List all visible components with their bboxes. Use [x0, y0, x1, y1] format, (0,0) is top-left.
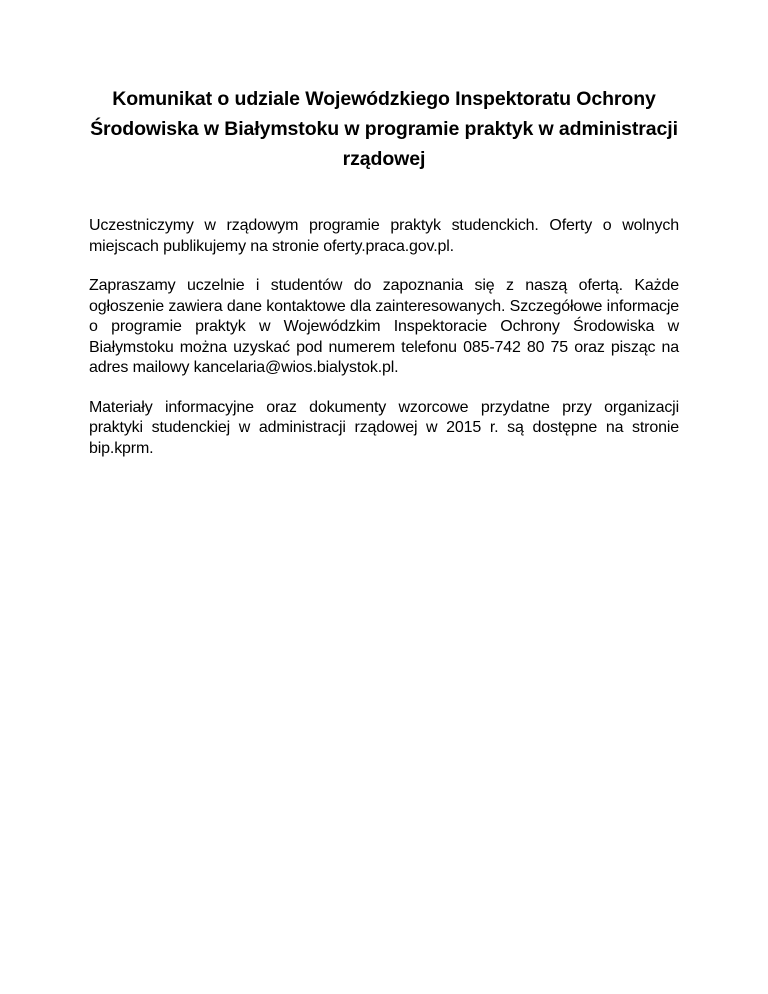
document-title: Komunikat o udziale Wojewódzkiego Inspektoratu Ochrony Środowiska w Białymstoku w programie praktyk w administracji rządowej: [90, 88, 678, 170]
paragraph-contact-information: Zapraszamy uczelnie i studentów do zapoznania się z naszą ofertą. Każde ogłoszenie zawiera dane kontaktowe dla zainteresowanych. Szczegółowe informacje o programie praktyk w Wojewódzkim Inspektoracie Ochrony Środowiska w Białymstoku można uzyskać pod numerem telefonu 085-742 80 75 oraz pisząc na adres mailowy kancelaria@wios.bialystok.pl.: [89, 277, 679, 376]
paragraph-program-participation: Uczestniczymy w rządowym programie praktyk studenckich. Oferty o wolnych miejscach publikujemy na stronie oferty.praca.gov.pl.: [89, 217, 679, 255]
document-body: [89, 216, 679, 478]
paragraph-informational-materials: Materiały informacyjne oraz dokumenty wzorcowe przydatne przy organizacji praktyki studenckiej w administracji rządowej w 2015 r. są dostępne na stronie bip.kprm.: [89, 398, 679, 457]
